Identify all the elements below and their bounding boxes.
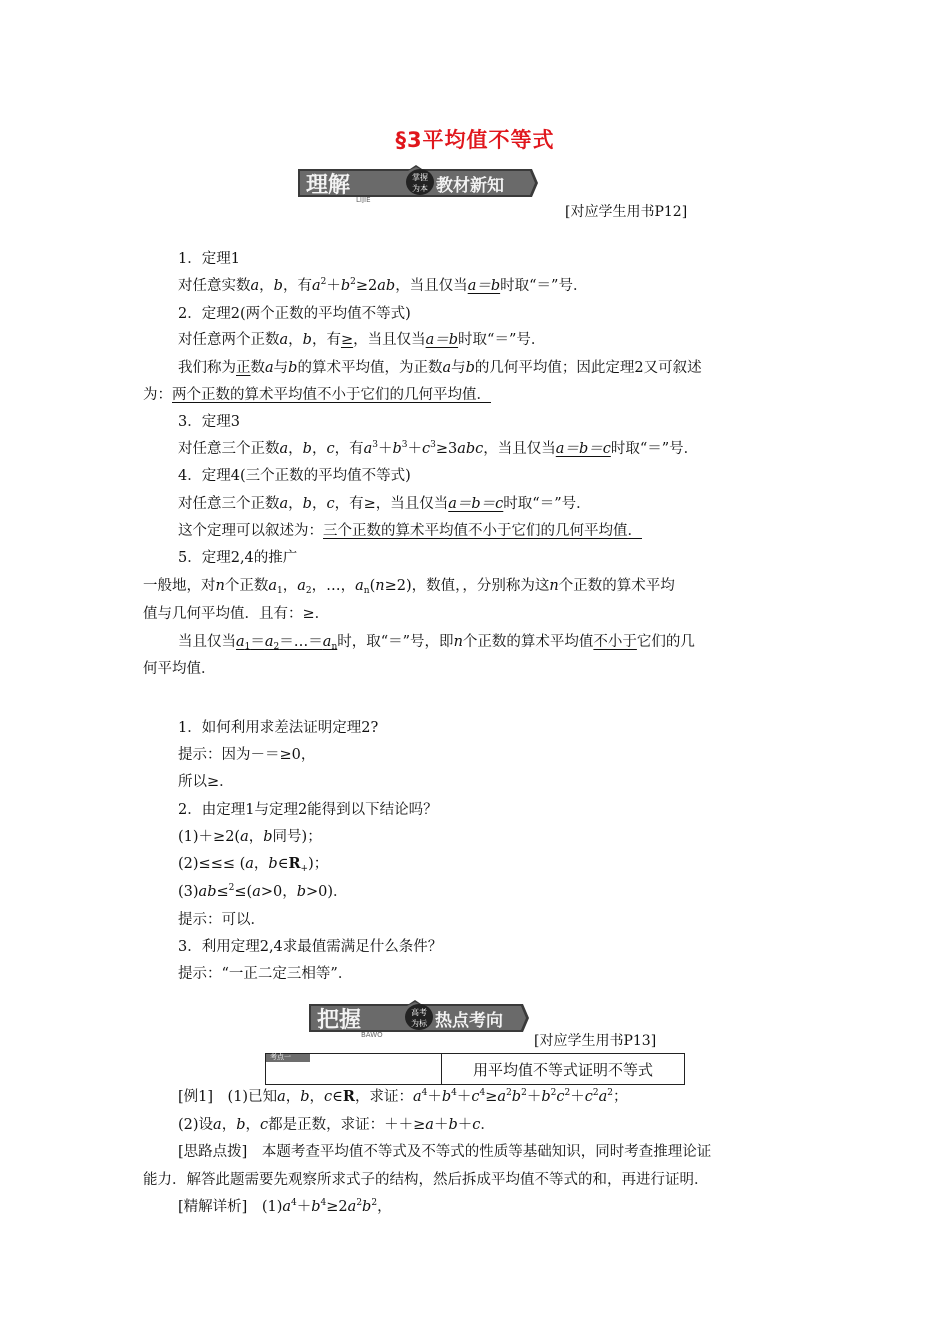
generalization-text-2: 值与几何平均值．且有：≥． — [143, 606, 330, 622]
kaodian-tag — [266, 1054, 442, 1084]
kaodian-tag-label: 考点一 — [270, 1053, 291, 1061]
generalization-heading: 5．定理2,4的推广 — [178, 550, 298, 566]
hint-1a: 提示：因为－＝≥0， — [178, 747, 316, 763]
banner2-side1: 高考 — [411, 1008, 427, 1017]
conclusion-1: (1)＋≥2(a，b同号)； — [178, 829, 322, 845]
section-banner-lijie — [298, 163, 538, 203]
theorem2-heading: 2．定理2(两个正数的平均值不等式) — [178, 306, 411, 322]
banner1-side1: 掌握 — [412, 173, 428, 182]
analysis-line-1: [思路点拨] 本题考查平均值不等式及不等式的性质等基础知识，同时考查推理论证 — [178, 1144, 712, 1160]
hint-2: 提示：可以． — [178, 912, 265, 928]
question-2: 2．由定理1与定理2能得到以下结论吗？ — [178, 802, 438, 818]
kaodian-title: 用平均值不等式证明不等式 — [472, 1060, 653, 1079]
question-3: 3．利用定理2,4求最值需满足什么条件？ — [178, 939, 443, 955]
banner2-side2: 为标 — [411, 1019, 427, 1028]
banner1-sub: 教材新知 — [436, 176, 504, 196]
theorem4-heading: 4．定理4(三个正数的平均值不等式) — [178, 468, 411, 484]
theorem3-text: 对任意三个正数a，b，c，有$a^3+b^3+c^3\ge 3abc$，当且仅当a＝b＝c时取“＝”号． — [178, 440, 699, 457]
banner1-main: 理解 — [306, 173, 351, 198]
banner2-main: 把握 — [317, 1008, 362, 1033]
analysis-line-2: 能力．解答此题需要先观察所求式子的结构，然后拆成平均值不等式的和，再进行证明． — [143, 1172, 709, 1188]
theorem2-text: 对任意两个正数a，b，有≥，当且仅当a＝b时取“＝”号． — [178, 332, 546, 348]
page-reference-2: [对应学生用书P13] — [534, 1033, 657, 1049]
generalization-text-1: 一般地，对n个正数$a_1$，$a_2$，…，$a_n(n\ge 2)$，数值，，分别称为这n个正数的算术平均 — [143, 578, 675, 596]
theorem4-restated: 这个定理可以叙述为：三个正数的算术平均值不小于它们的几何平均值． — [178, 523, 642, 539]
section-banner-bawo — [309, 998, 529, 1038]
theorem1-text: 对任意实数a，b，有$a^2+b^2\ge 2ab$，当且仅当a＝b时取“＝”号． — [178, 277, 588, 294]
kaodian-header — [265, 1053, 685, 1085]
solution-line-1: [精解详析] $(1)a^4+b^4\ge 2a^2b^2$， — [178, 1198, 392, 1215]
banner-lijie-graphic — [298, 163, 538, 203]
example-1-part1: [例1] (1)已知a，b，c∈R，求证：$a^4+b^4+c^4\ge a^2b^2+b^2c^2+c^2a^2$； — [178, 1088, 628, 1105]
generalization-text-3: 当且仅当$a_1=a_2=\dots=a_n$时，取“＝”号，即n个正数的算术平均值不小于它们的几 — [178, 634, 695, 652]
section-title: §3平均值不等式 — [395, 128, 555, 152]
conclusion-2: (2)≤≤≤ (a，$b\in R_+$)； — [178, 855, 329, 874]
theorem1-heading: 1．定理1 — [178, 251, 240, 267]
mean-definition-text: 我们称为正数a与b的算术平均值，为正数a与b的几何平均值；因此定理2又可叙述 — [178, 360, 702, 376]
banner2-sub: 热点考向 — [435, 1011, 503, 1031]
mean-definition-restated: 为：两个正数的算术平均值不小于它们的几何平均值． — [143, 387, 491, 403]
theorem3-heading: 3．定理3 — [178, 414, 240, 430]
banner1-side2: 为本 — [412, 184, 428, 193]
page-reference-1: [对应学生用书P12] — [565, 204, 688, 220]
banner-bawo-graphic — [309, 998, 529, 1038]
hint-1b: 所以≥． — [178, 774, 234, 790]
hint-3: 提示：“一正二定三相等”． — [178, 966, 353, 982]
question-1: 1．如何利用求差法证明定理2? — [178, 720, 379, 736]
example-1-part2: (2)设a，b，c都是正数，求证：＋＋≥a＋b＋c． — [178, 1117, 495, 1133]
theorem4-text: 对任意三个正数a，b，c，有≥，当且仅当a＝b＝c时取“＝”号． — [178, 496, 591, 512]
banner2-pinyin: BAWO — [361, 1031, 383, 1038]
conclusion-3: (3)ab≤$^2$≤(a>0，b>0)． — [178, 883, 348, 900]
generalization-text-4: 何平均值． — [143, 661, 216, 677]
banner1-pinyin: LIJIE — [356, 196, 371, 203]
